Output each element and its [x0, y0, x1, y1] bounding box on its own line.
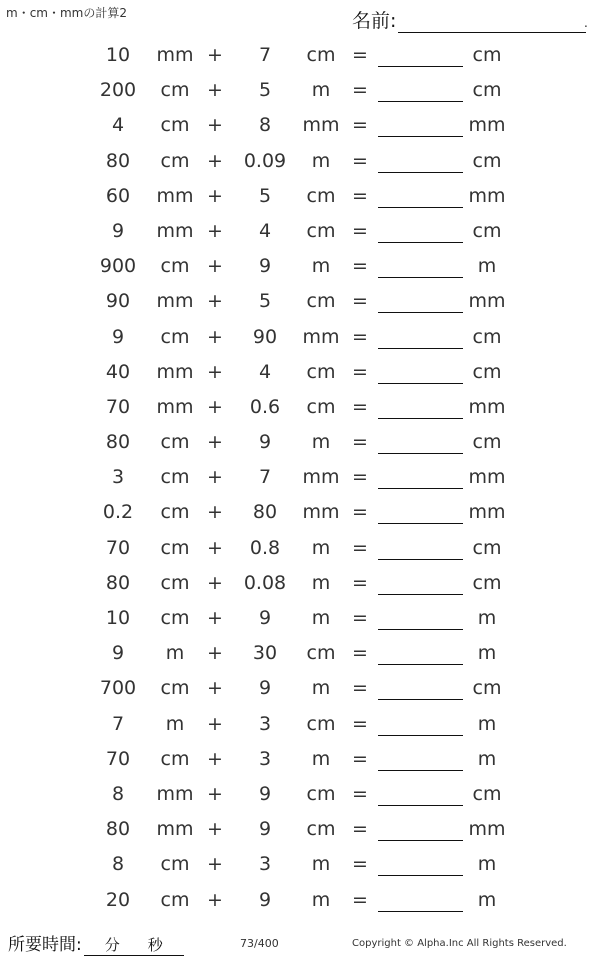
answer-blank[interactable]: [378, 431, 463, 454]
answer-blank[interactable]: [378, 818, 463, 841]
equals-sign: =: [352, 853, 368, 876]
second-unit: m: [311, 79, 331, 102]
time-taken-blank[interactable]: [84, 934, 184, 956]
equals-sign: =: [352, 466, 368, 489]
second-unit: m: [311, 888, 331, 911]
second-unit: cm: [306, 642, 336, 665]
answer-blank[interactable]: [378, 642, 463, 665]
problem-row: [0, 250, 600, 285]
problem-row: [0, 145, 600, 180]
second-number: 0.8: [249, 536, 281, 559]
second-number: 9: [258, 607, 272, 629]
first-unit: cm: [160, 325, 190, 348]
copyright-notice: Copyright © Alpha.Inc All Rights Reserved.: [352, 938, 567, 949]
first-number: 8: [111, 853, 125, 876]
second-unit: m: [311, 607, 331, 629]
second-unit: cm: [306, 219, 336, 242]
second-unit: m: [311, 536, 331, 559]
equals-sign: =: [352, 501, 368, 524]
first-number: 80: [105, 571, 131, 594]
second-unit: cm: [306, 184, 336, 207]
first-unit: m: [165, 712, 185, 735]
first-number: 700: [99, 677, 137, 700]
answer-unit: cm: [472, 79, 502, 102]
equals-sign: =: [352, 818, 368, 841]
time-taken-label: 所要時間:: [8, 935, 82, 955]
answer-unit: mm: [468, 395, 506, 418]
second-number: 7: [258, 466, 272, 489]
first-unit: cm: [160, 431, 190, 454]
second-unit: cm: [306, 782, 336, 805]
second-unit: mm: [302, 325, 340, 348]
second-unit: m: [311, 431, 331, 454]
problem-row: [0, 532, 600, 567]
first-unit: cm: [160, 466, 190, 489]
plus-sign: +: [207, 431, 223, 454]
second-number: 4: [258, 360, 272, 383]
answer-blank[interactable]: [378, 607, 463, 630]
first-unit: mm: [156, 219, 194, 242]
answer-blank[interactable]: [378, 150, 463, 173]
first-unit: mm: [156, 395, 194, 418]
answer-unit: cm: [472, 219, 502, 242]
problem-row: [0, 426, 600, 461]
plus-sign: +: [207, 149, 223, 172]
second-unit: cm: [306, 712, 336, 735]
second-unit: cm: [306, 818, 336, 841]
first-number: 80: [105, 818, 131, 841]
answer-unit: cm: [472, 325, 502, 348]
answer-unit: cm: [472, 536, 502, 559]
problem-row: [0, 321, 600, 356]
first-number: 9: [111, 642, 125, 665]
first-number: 9: [111, 325, 125, 348]
first-number: 70: [105, 747, 131, 770]
answer-unit: mm: [468, 818, 506, 841]
second-unit: m: [311, 149, 331, 172]
answer-blank[interactable]: [378, 677, 463, 700]
problem-row: [0, 180, 600, 215]
second-number: 3: [258, 712, 272, 735]
plus-sign: +: [207, 219, 223, 242]
plus-sign: +: [207, 642, 223, 665]
equals-sign: =: [352, 677, 368, 700]
equals-sign: =: [352, 219, 368, 242]
second-unit: m: [311, 853, 331, 876]
first-number: 4: [111, 114, 125, 137]
second-number: 80: [252, 501, 278, 524]
second-number: 7: [258, 44, 272, 66]
equals-sign: =: [352, 44, 368, 66]
answer-unit: m: [477, 712, 497, 735]
equals-sign: =: [352, 712, 368, 735]
second-number: 9: [258, 431, 272, 454]
first-number: 40: [105, 360, 131, 383]
answer-unit: m: [477, 747, 497, 770]
equals-sign: =: [352, 114, 368, 137]
problem-row: [0, 884, 600, 919]
answer-unit: cm: [472, 677, 502, 700]
plus-sign: +: [207, 184, 223, 207]
first-unit: cm: [160, 677, 190, 700]
first-unit: cm: [160, 149, 190, 172]
answer-unit: mm: [468, 290, 506, 313]
first-unit: cm: [160, 79, 190, 102]
plus-sign: +: [207, 782, 223, 805]
second-number: 5: [258, 184, 272, 207]
answer-unit: m: [477, 255, 497, 278]
second-number: 9: [258, 818, 272, 841]
answer-unit: m: [477, 642, 497, 665]
problem-row: [0, 285, 600, 320]
answer-blank[interactable]: [378, 572, 463, 595]
first-number: 9: [111, 219, 125, 242]
second-number: 5: [258, 290, 272, 313]
answer-unit: mm: [468, 466, 506, 489]
equals-sign: =: [352, 325, 368, 348]
second-number: 5: [258, 79, 272, 102]
problem-row: [0, 848, 600, 883]
answer-blank[interactable]: [378, 501, 463, 524]
answer-blank[interactable]: [378, 326, 463, 349]
equals-sign: =: [352, 888, 368, 911]
first-number: 10: [105, 44, 131, 66]
first-unit: mm: [156, 290, 194, 313]
first-number: 70: [105, 395, 131, 418]
answer-unit: cm: [472, 44, 502, 66]
answer-blank[interactable]: [378, 396, 463, 419]
first-number: 10: [105, 607, 131, 629]
time-taken-field[interactable]: [8, 930, 184, 956]
first-unit: mm: [156, 44, 194, 66]
first-unit: cm: [160, 501, 190, 524]
second-unit: mm: [302, 501, 340, 524]
plus-sign: +: [207, 114, 223, 137]
second-unit: mm: [302, 466, 340, 489]
equals-sign: =: [352, 642, 368, 665]
plus-sign: +: [207, 607, 223, 629]
second-unit: m: [311, 747, 331, 770]
problem-row: [0, 708, 600, 743]
equals-sign: =: [352, 360, 368, 383]
equals-sign: =: [352, 571, 368, 594]
first-unit: cm: [160, 607, 190, 629]
equals-sign: =: [352, 79, 368, 102]
answer-unit: cm: [472, 782, 502, 805]
second-number: 4: [258, 219, 272, 242]
plus-sign: +: [207, 395, 223, 418]
first-number: 7: [111, 712, 125, 735]
problem-row: [0, 109, 600, 144]
plus-sign: +: [207, 818, 223, 841]
plus-sign: +: [207, 853, 223, 876]
plus-sign: +: [207, 44, 223, 66]
first-number: 90: [105, 290, 131, 313]
problem-list: [0, 39, 600, 919]
equals-sign: =: [352, 747, 368, 770]
page-number: 73/400: [240, 937, 279, 950]
problem-row: [0, 461, 600, 496]
problem-row: [0, 813, 600, 848]
first-number: 80: [105, 149, 131, 172]
first-unit: mm: [156, 818, 194, 841]
problem-row: [0, 215, 600, 250]
second-number: 9: [258, 677, 272, 700]
plus-sign: +: [207, 290, 223, 313]
first-unit: mm: [156, 184, 194, 207]
answer-blank[interactable]: [378, 537, 463, 560]
answer-blank[interactable]: [378, 290, 463, 313]
equals-sign: =: [352, 184, 368, 207]
second-unit: m: [311, 255, 331, 278]
equals-sign: =: [352, 536, 368, 559]
second-number: 90: [252, 325, 278, 348]
answer-blank[interactable]: [378, 466, 463, 489]
second-unit: m: [311, 677, 331, 700]
answer-blank[interactable]: [378, 853, 463, 876]
second-number: 3: [258, 747, 272, 770]
problem-row: [0, 602, 600, 637]
name-field[interactable]: [352, 6, 586, 33]
equals-sign: =: [352, 290, 368, 313]
seconds-label: 秒: [147, 936, 163, 954]
plus-sign: +: [207, 712, 223, 735]
first-number: 80: [105, 431, 131, 454]
problem-row: [0, 778, 600, 813]
equals-sign: =: [352, 431, 368, 454]
second-unit: cm: [306, 290, 336, 313]
first-unit: cm: [160, 853, 190, 876]
equals-sign: =: [352, 607, 368, 629]
first-unit: mm: [156, 782, 194, 805]
first-unit: cm: [160, 747, 190, 770]
plus-sign: +: [207, 677, 223, 700]
first-number: 70: [105, 536, 131, 559]
answer-unit: mm: [468, 501, 506, 524]
minutes-label: 分: [104, 936, 120, 954]
plus-sign: +: [207, 255, 223, 278]
first-unit: cm: [160, 888, 190, 911]
second-unit: cm: [306, 395, 336, 418]
answer-unit: cm: [472, 360, 502, 383]
answer-blank[interactable]: [378, 748, 463, 771]
plus-sign: +: [207, 466, 223, 489]
answer-unit: mm: [468, 184, 506, 207]
answer-unit: mm: [468, 114, 506, 137]
second-unit: mm: [302, 114, 340, 137]
first-unit: cm: [160, 114, 190, 137]
problem-row: [0, 672, 600, 707]
second-number: 9: [258, 888, 272, 911]
first-unit: cm: [160, 536, 190, 559]
answer-unit: cm: [472, 431, 502, 454]
problem-row: [0, 39, 600, 74]
plus-sign: +: [207, 747, 223, 770]
answer-blank[interactable]: [378, 185, 463, 208]
first-unit: m: [165, 642, 185, 665]
plus-sign: +: [207, 571, 223, 594]
problem-row: [0, 74, 600, 109]
problem-row: [0, 356, 600, 391]
name-line-end-mark: .: [584, 16, 588, 30]
answer-blank[interactable]: [378, 713, 463, 736]
first-number: 8: [111, 782, 125, 805]
problem-row: [0, 567, 600, 602]
problem-row: [0, 637, 600, 672]
answer-blank[interactable]: [378, 361, 463, 384]
plus-sign: +: [207, 536, 223, 559]
problem-row: [0, 743, 600, 778]
name-blank-line[interactable]: [398, 14, 586, 33]
first-unit: cm: [160, 571, 190, 594]
second-unit: m: [311, 571, 331, 594]
answer-blank[interactable]: [378, 783, 463, 806]
answer-unit: cm: [472, 571, 502, 594]
answer-blank[interactable]: [378, 255, 463, 278]
answer-blank[interactable]: [378, 889, 463, 912]
plus-sign: +: [207, 501, 223, 524]
problem-row: [0, 391, 600, 426]
plus-sign: +: [207, 360, 223, 383]
answer-blank[interactable]: [378, 114, 463, 137]
second-number: 0.09: [243, 149, 287, 172]
worksheet-title: m・cm・mmの計算2: [6, 6, 127, 20]
plus-sign: +: [207, 888, 223, 911]
answer-unit: m: [477, 888, 497, 911]
equals-sign: =: [352, 149, 368, 172]
second-number: 0.6: [249, 395, 281, 418]
answer-blank[interactable]: [378, 44, 463, 67]
second-number: 9: [258, 782, 272, 805]
name-label: 名前:: [352, 10, 397, 32]
second-number: 0.08: [243, 571, 287, 594]
first-unit: cm: [160, 255, 190, 278]
second-number: 3: [258, 853, 272, 876]
second-number: 30: [252, 642, 278, 665]
answer-blank[interactable]: [378, 220, 463, 243]
first-number: 200: [99, 79, 137, 102]
plus-sign: +: [207, 325, 223, 348]
equals-sign: =: [352, 782, 368, 805]
problem-row: [0, 496, 600, 531]
first-number: 900: [99, 255, 137, 278]
equals-sign: =: [352, 395, 368, 418]
second-number: 8: [258, 114, 272, 137]
answer-blank[interactable]: [378, 79, 463, 102]
second-unit: cm: [306, 44, 336, 66]
answer-unit: m: [477, 853, 497, 876]
plus-sign: +: [207, 79, 223, 102]
answer-unit: m: [477, 607, 497, 629]
first-number: 3: [111, 466, 125, 489]
answer-unit: cm: [472, 149, 502, 172]
second-unit: cm: [306, 360, 336, 383]
first-number: 60: [105, 184, 131, 207]
equals-sign: =: [352, 255, 368, 278]
first-unit: mm: [156, 360, 194, 383]
second-number: 9: [258, 255, 272, 278]
first-number: 20: [105, 888, 131, 911]
first-number: 0.2: [102, 501, 134, 524]
